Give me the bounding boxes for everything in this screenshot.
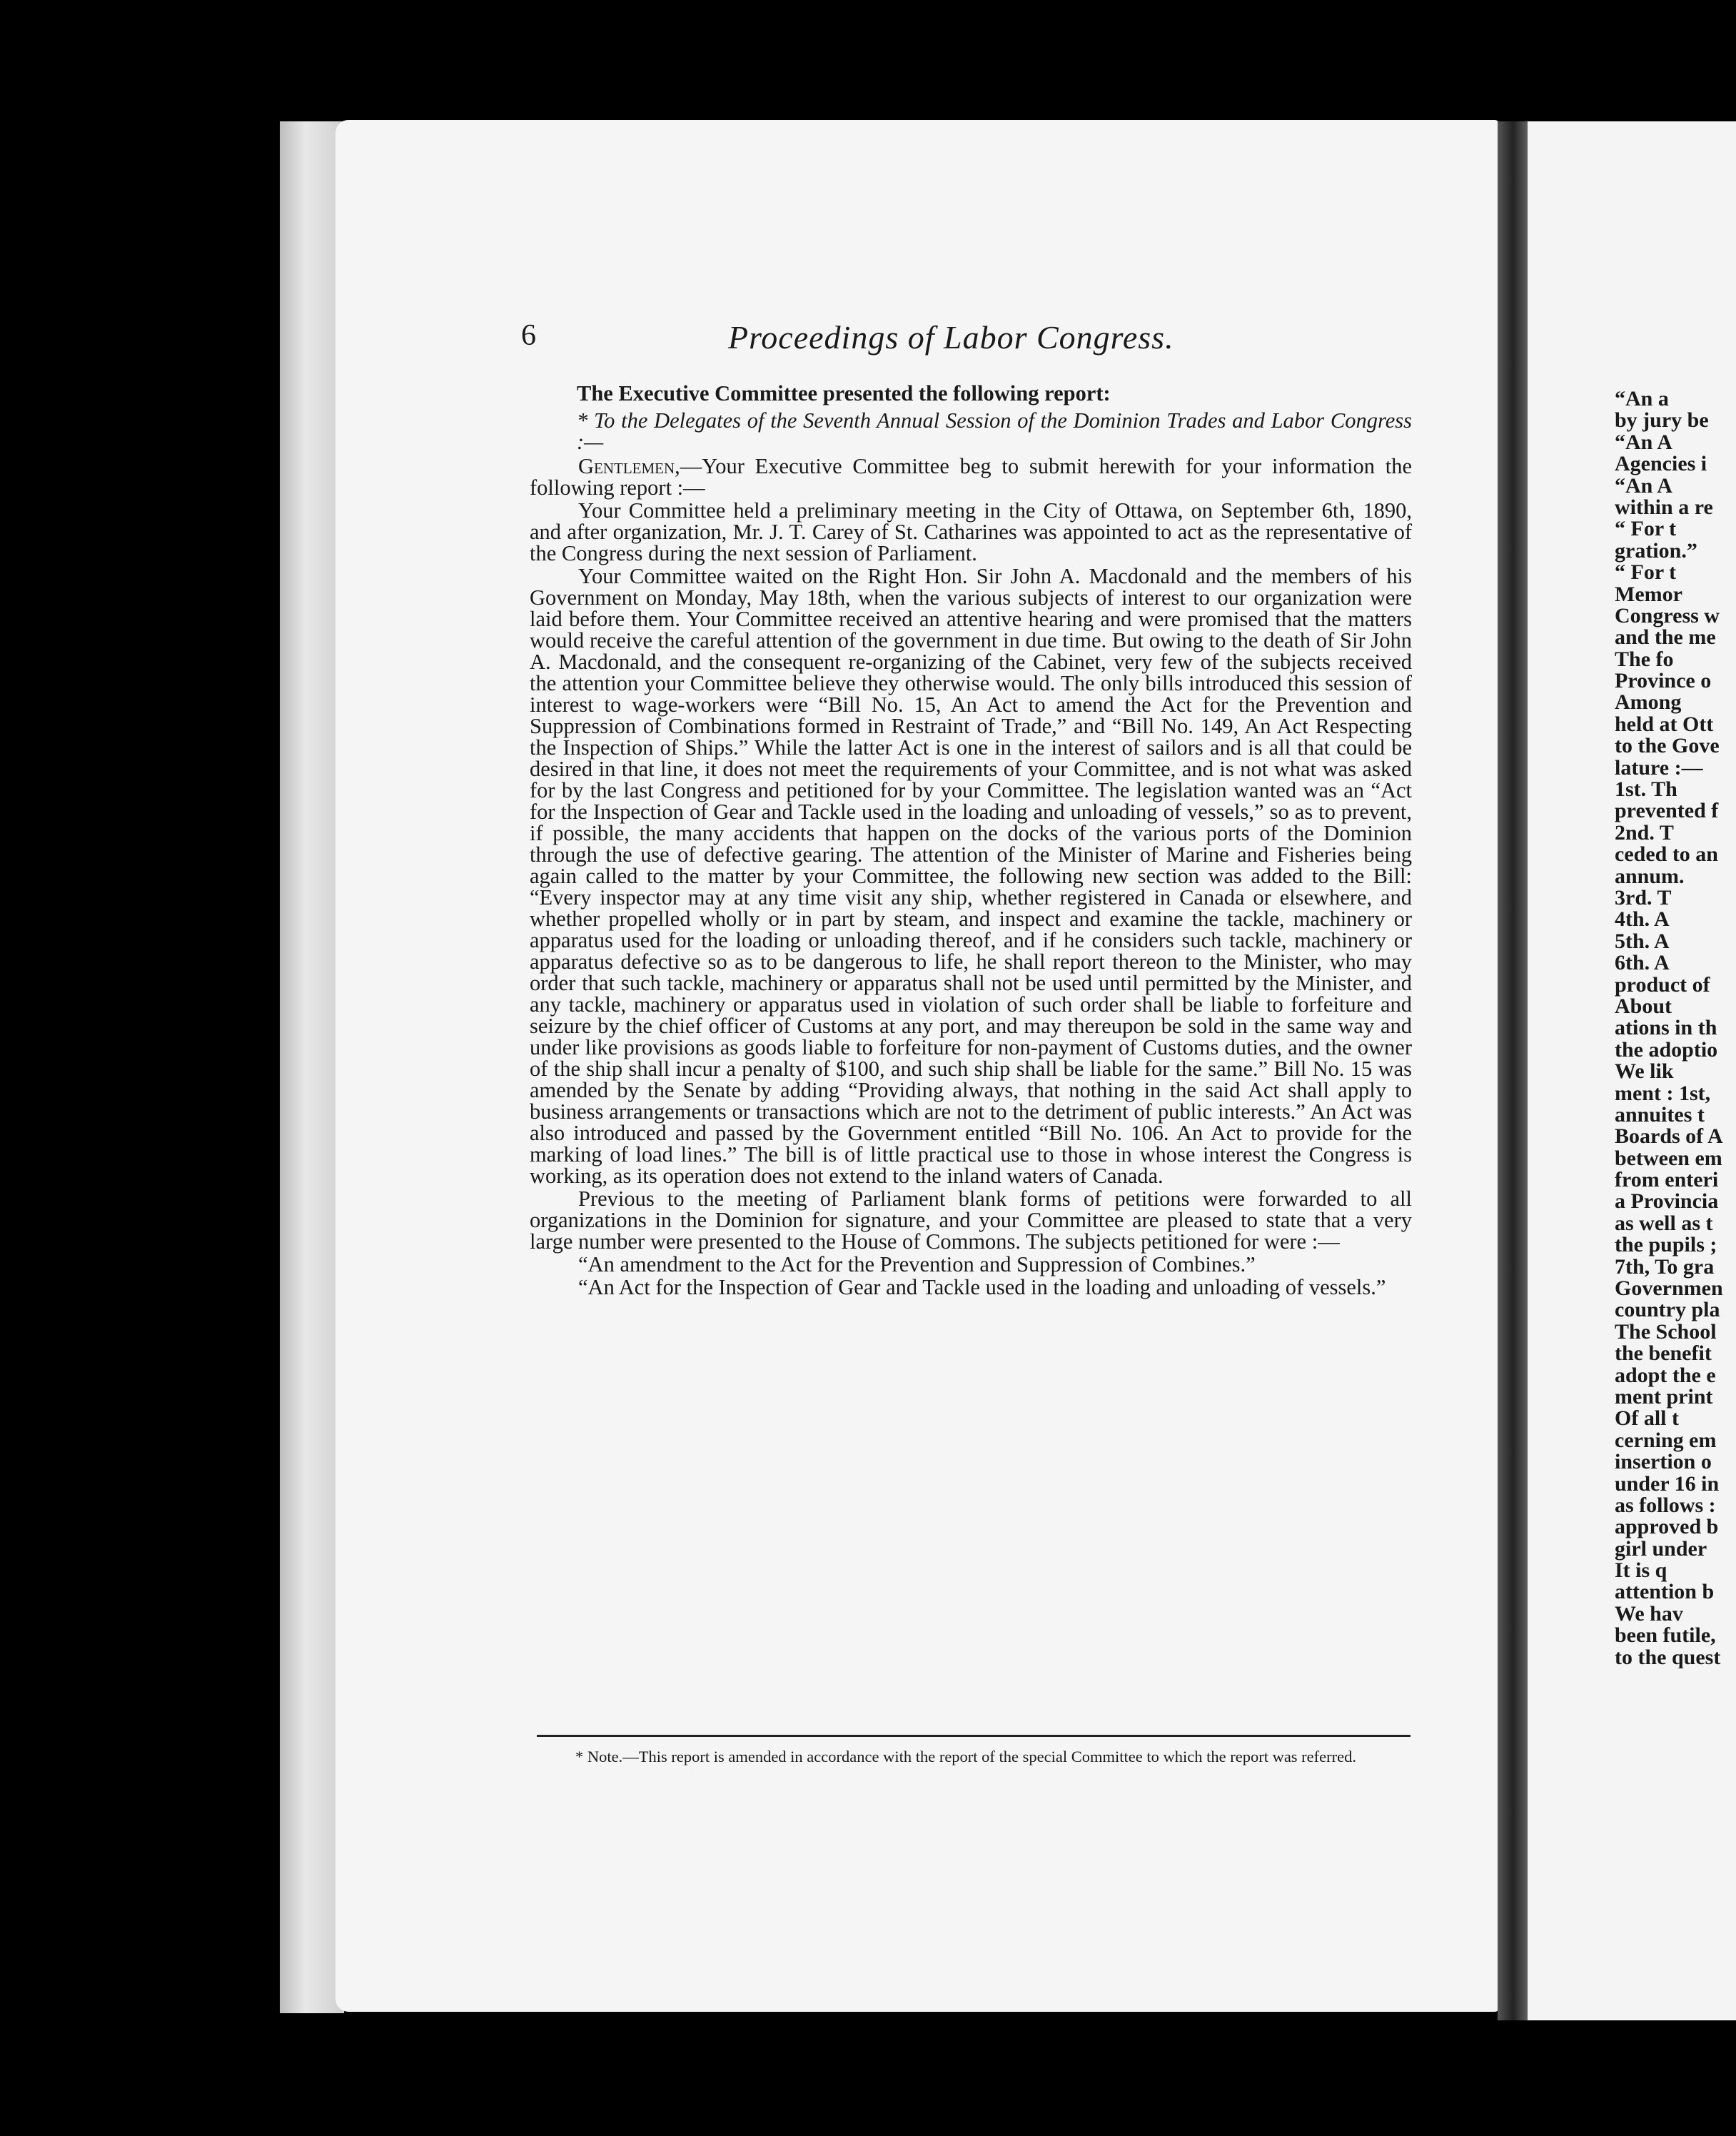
right-page-line: to the quest <box>1615 1645 1721 1669</box>
right-page-line: ceded to an <box>1615 842 1718 867</box>
footnote-rule <box>537 1735 1410 1737</box>
right-page-line: girl under <box>1615 1536 1707 1561</box>
paragraph-6: “An Act for the Inspection of Gear and Tackle used in the loading and unloading of vessels.” <box>578 1275 1386 1299</box>
right-page-line: 3rd. T <box>1615 885 1672 910</box>
right-page-line: Province o <box>1615 669 1712 693</box>
right-page-line: Among <box>1615 690 1682 715</box>
paragraph-1: —Your Executive Committee beg to submit herewith for your information the following report :— <box>530 454 1412 500</box>
right-page-line: gration.” <box>1615 538 1697 563</box>
report-body <box>530 383 1412 1299</box>
right-page-line: The fo <box>1615 647 1674 671</box>
right-page-line: “An a <box>1615 388 1669 410</box>
right-page-line: We hav <box>1615 1601 1683 1626</box>
paragraph-5: “An amendment to the Act for the Prevention and Suppression of Combines.” <box>578 1252 1256 1276</box>
paragraph-gentlemen <box>530 455 1412 498</box>
right-page-line: Governmen <box>1615 1276 1723 1301</box>
right-page-line: from enteri <box>1615 1168 1719 1192</box>
right-page-line: held at Ott <box>1615 712 1714 736</box>
right-page-line: 1st. Th <box>1615 777 1677 802</box>
right-page-line: product of <box>1615 972 1710 997</box>
right-page-line: country pla <box>1615 1298 1720 1322</box>
right-page-line: approved b <box>1615 1515 1719 1539</box>
right-page-line: Boards of A <box>1615 1124 1723 1149</box>
right-page-line: 6th. A <box>1615 951 1670 975</box>
right-page-line: 7th, To gra <box>1615 1254 1715 1279</box>
book-gutter <box>1498 121 1529 2020</box>
paragraph-4: Previous to the meeting of Parliament blank forms of petitions were forwarded to all organizations in the Dominion for signature, and your Committee are pleased to state that a very large number were presented to the House of Commons. The subjects petitioned for were :— <box>530 1187 1412 1254</box>
right-page-line: cerning em <box>1615 1428 1717 1452</box>
right-page-line: by jury be <box>1615 408 1709 433</box>
paragraph-2: Your Committee held a preliminary meeting in the City of Ottawa, on September 6th, 1890, and after organization, Mr. J. T. Carey of St. Catharines was appointed to act as the representative of the Congress during the next session of Parliament. <box>530 498 1412 565</box>
right-page-line: between em <box>1615 1146 1722 1170</box>
right-page-line: “An A <box>1615 430 1672 454</box>
right-page-line: 2nd. T <box>1615 820 1674 845</box>
right-page-line: annuites t <box>1615 1102 1705 1127</box>
right-page-line: Memor <box>1615 582 1682 606</box>
right-page-line: attention b <box>1615 1580 1715 1604</box>
page-header <box>521 318 1413 361</box>
right-page-line: annum. <box>1615 864 1685 888</box>
right-page-line: the benefit <box>1615 1341 1712 1366</box>
right-page-text <box>1615 388 1736 1668</box>
right-page-line: been futile, <box>1615 1623 1716 1648</box>
paragraph-3: Your Committee waited on the Right Hon. Sir John A. Macdonald and the members of his Government on Monday, May 18th, when the various subjects of interest to our organization were laid before them. Your Committee received an attentive hearing and were promised that the matters would receive the careful attention of the government in due time. But owing to the death of Sir John A. Macdonald, and the consequent re-organizing of the Cabinet, very few of the subjects received the attention your Committee believe they otherwise would. The only bills introduced this session of interest to wage-workers were “Bill No. 15, An Act to amend the Act for the Prevention and Suppression of Combinations formed in Restraint of Trade,” and “Bill No. 149, An Act Respecting the Inspection of Ships.” While the latter Act is one in the interest of sailors and is all that could be desired in that line, it does not meet the requirements of your Committee, and is not what was asked for by the last Congress and petitioned for by your Committee. The legislation wanted was an “Act for the Inspection of Gear and Tackle used in the loading and unloading of vessels,” so as to prevent, if possible, the many accidents that happen on the docks of the various ports of the Dominion through the use of defective gearing. The attention of the Minister of Marine and Fisheries being again called to the matter by your Committee, the following new section was added to the Bill: “Every inspector may at any time visit any ship, whether registered in Canada or elsewhere, and whether propelled wholly or in part by steam, and inspect and examine the tackle, machinery or apparatus used for the loading or unloading thereof, and if he considers such tackle, machinery or apparatus defective so as to be dangerous to life, he shall report thereon to the Minister, who may order that such tackle, machinery or apparatus shall not be used until permitted by the Minister, and any tackle, machinery or apparatus used in violation of such order shall be liable to forfeiture and seizure by the chief officer of Customs at any port, and may thereupon be sold in the same way and under like provisions as goods liable to forfeiture for non-payment of Customs duties, and the owner of the ship shall incur a penalty of $100, and such ship shall be liable for the same.” Bill No. 15 was amended by the Senate by adding “Providing always, that nothing in the said Act shall apply to business arrangements or transactions which are not to the detriment of public interests.” An Act was also introduced and passed by the Government entitled “Bill No. 106. An Act to provide for the marking of load lines.” The bill is of little practical use to those in whose interest the Congress is working, as its operation does not extend to the inland waters of Canada. <box>530 564 1412 1188</box>
right-page-line: prevented f <box>1615 799 1719 823</box>
right-page-line: Of all t <box>1615 1406 1679 1431</box>
right-page-line: as well as t <box>1615 1211 1713 1235</box>
right-page-line: as follows : <box>1615 1493 1716 1517</box>
right-page-line: ment print <box>1615 1384 1713 1409</box>
right-page-line: ations in th <box>1615 1016 1717 1040</box>
right-page-line: The School <box>1615 1319 1717 1344</box>
report-intro: The Executive Committee presented the following report: <box>577 381 1111 405</box>
page-number: 6 <box>521 319 536 352</box>
right-page-line: the pupils ; <box>1615 1233 1717 1257</box>
right-page-line: a Provincia <box>1615 1189 1719 1214</box>
running-title: Proceedings of Labor Congress. <box>728 319 1174 356</box>
right-page-line: “An A <box>1615 473 1672 498</box>
page-edge-shadow <box>280 121 344 2013</box>
footnote: * Note.—This report is amended in accordance with the report of the special Committee to which the report was referred. <box>575 1748 1356 1765</box>
report-address: * To the Delegates of the Seventh Annual Session of the Dominion Trades and Labor Congress :— <box>577 408 1412 454</box>
right-page-line: “ For t <box>1615 517 1677 541</box>
right-page-line: under 16 in <box>1615 1471 1720 1496</box>
right-page-line: to the Gove <box>1615 734 1720 758</box>
right-page-line: within a re <box>1615 495 1713 519</box>
right-page-line: 4th. A <box>1615 907 1670 932</box>
right-page-line: Congress w <box>1615 603 1720 628</box>
right-page-line: adopt the e <box>1615 1363 1716 1387</box>
right-page-line: and the me <box>1615 625 1716 650</box>
right-page-line: “ For t <box>1615 560 1677 585</box>
right-page-line: 5th. A <box>1615 929 1670 953</box>
right-page-line: About <box>1615 994 1672 1018</box>
right-page-line: Agencies i <box>1615 452 1707 476</box>
right-page-line: lature :— <box>1615 755 1703 780</box>
salutation: Gentlemen, <box>578 454 680 478</box>
right-page-line: We lik <box>1615 1059 1674 1084</box>
right-page-line: the adoptio <box>1615 1037 1718 1062</box>
right-page-line: ment : 1st, <box>1615 1081 1711 1105</box>
right-page-line: insertion o <box>1615 1450 1712 1474</box>
right-page-line: It is q <box>1615 1558 1667 1583</box>
